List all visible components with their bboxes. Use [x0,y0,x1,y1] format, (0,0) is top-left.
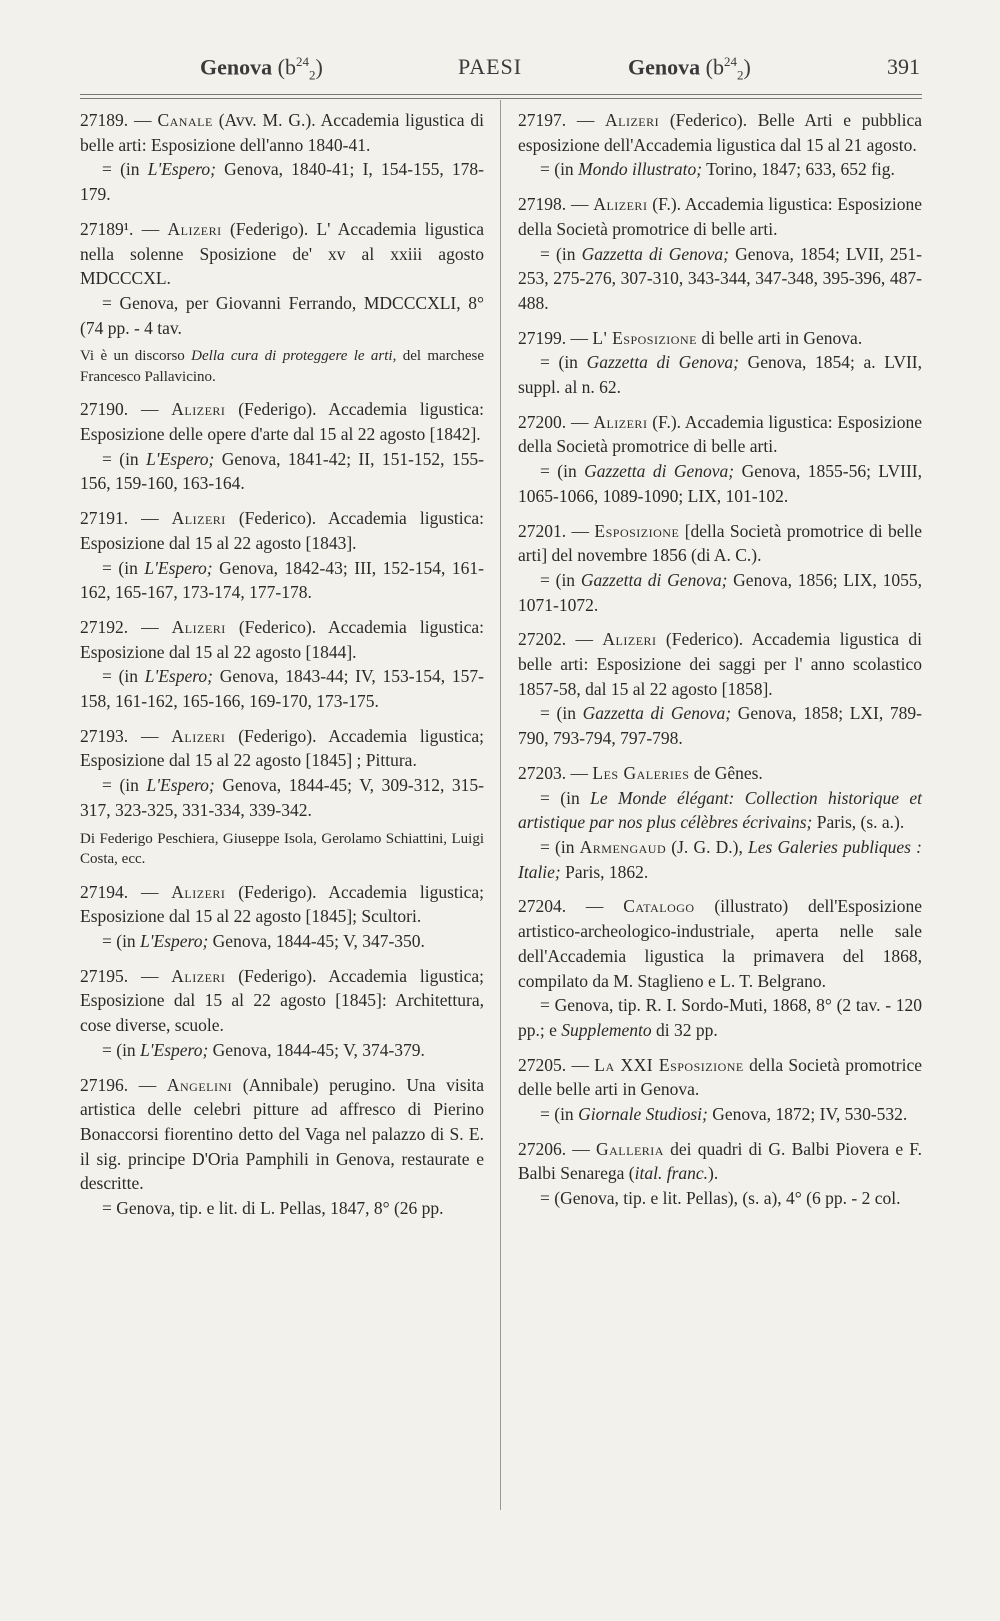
publication-details: Genova, 1855-56; LVIII, 1065-1066, 1089-1090; LIX, 101-102. [518,461,922,506]
entry-number: 27194. [80,881,129,902]
bibliography-entry [518,326,922,400]
entry-publication [80,664,484,713]
entry-title: (Federigo). L' Accademia ligustica nella solenne Sposizione de' xv al xxiii agosto MDCCCXL. [80,218,485,289]
entry-author: Galleria [596,1138,664,1159]
publication-details: Paris, 1862. [560,861,649,882]
entry-title: (Avv. M. G.). Accademia ligustica di belle arti: Esposizione dell'anno 1840-41. [80,110,485,155]
entry-number: 27189¹. [80,218,134,239]
publication-prefix: = (in [102,557,145,578]
publication-journal: L'Espero; [140,1039,209,1060]
entry-number: 27192. [80,616,129,637]
entry-title-line: 27198. — Alizeri (F.). Accademia ligustica: Esposizione della Società promotrice di belle arti. [518,194,922,239]
publication-journal: L'Espero; [140,930,209,951]
bibliography-entry [518,108,922,182]
entry-title: (Annibale) perugino. Una visita artistica delle celebri pitture ad affresco di Pierino Bonaccorsi fiorentino detto del Vaga nel palazzo di S. E. il sig. principe D'Oria Pamphili in Genova, restaurate e descritte. [80,1074,485,1194]
publication-details: MDCCCXLI, 8° (74 pp. - 4 tav. [80,292,484,338]
entry-publication [80,773,484,822]
entry-title-close: ). [708,1163,719,1184]
entry-author: Alizeri [602,629,657,650]
publication-details: Genova, 1854; LVII, 251-253, 275-276, 307-310, 343-344, 347-348, 395-396, 487-488. [518,243,922,313]
publication-details: Genova, 1872; IV, 530-532. [707,1104,908,1125]
publication-journal: Les Galeries publiques : Italie; [518,836,922,882]
bibliography-entry [80,964,484,1063]
publication-prefix: = (in [540,352,587,373]
bibliography-entry [80,397,484,496]
bibliography-entry [80,880,484,954]
header-right-title: Genova $(b^{24}_2)$ [628,54,751,83]
publication-prefix: = (in [540,1104,579,1125]
entry-author: Esposizione [594,520,680,541]
entry-publication [80,1196,484,1221]
publication-journal: L'Espero; [144,557,213,578]
publication-details: Genova, 1858; LXI, 789-790, 793-794, 797-798. [518,703,922,749]
publication-details: di 32 pp. [651,1019,718,1040]
entry-author: Alizeri [171,616,226,637]
entry-author: Les Galeries [592,762,690,783]
publication-prefix: = Genova, per Giovanni Ferrando, [102,292,364,313]
entry-publication [80,1038,484,1063]
entry-author: Alizeri [593,194,648,215]
entry-title: (Federigo). Accademia ligustica; Esposizione dal 15 al 22 agosto [1845] ; Pittura. [80,725,484,771]
bibliography-entry [80,724,484,823]
entry-title-line: 27192. — Alizeri (Federico). Accademia ligustica: Esposizione dal 15 al 22 agosto [1844]. [80,616,484,662]
entry-author: Alizeri [171,965,226,986]
publication-journal: Le Monde élégant: Collection historique et artistique par nos plus célèbres écrivains; [518,787,922,833]
entry-title: (Federigo). Accademia ligustica; Esposizione dal 15 al 22 agosto [1845]: Architettura, cose diverse, scuole. [80,965,484,1036]
publication-journal: Supplemento [561,1019,652,1040]
entry-title: (Federico). Accademia ligustica: Esposizione dal 15 al 22 agosto [1844]. [80,616,484,662]
publication-prefix: = (in [540,569,581,590]
entry-publication [518,1102,922,1127]
publication-details: Genova, 1843-44; IV, 153-154, 157-158, 161-162, 165-166, 169-170, 173-175. [80,666,484,712]
entry-title: (Federico). Belle Arti e pubblica esposizione dell'Accademia ligustica dal 15 al 21 agosto. [518,110,922,155]
entry-title-line: 27204. — Catalogo (illustrato) dell'Esposizione artistico-archeologico-industriale, aperta nelle sale dell'Accademia ligustica la primavera del 1868, compilato da M. Staglieno e L. T. Belgrano. [518,896,922,991]
publication-journal: Giornale Studiosi; [578,1104,708,1125]
publication-journal: L'Espero; [146,775,215,796]
entry-number: 27199. [518,327,567,348]
entry-title-line: 27193. — Alizeri (Federigo). Accademia ligustica; Esposizione dal 15 al 22 agosto [1845] ; Pittura. [80,725,484,771]
entry-publication [518,1186,922,1211]
entry-title: (Federigo). Accademia ligustica: Esposizione delle opere d'arte dal 15 al 22 agosto [1842]. [80,399,484,445]
entry-title-line: 27191. — Alizeri (Federico). Accademia ligustica: Esposizione dal 15 al 22 agosto [1843]. [80,508,484,553]
entry-title-line: 27205. — La XXI Esposizione della Società promotrice delle belle arti in Genova. [518,1054,923,1100]
entry-publication [518,157,922,182]
note-text-rest: del marchese Francesco Pallavicino. [80,348,484,385]
publication-prefix: = Genova, tip. R. I. Sordo-Muti, 1868, 8° (2 tav. - 120 pp.; e [518,995,922,1040]
publication-details: Genova, 1844-45; V, 347-350. [208,930,425,951]
publication-journal: L'Espero; [146,448,215,469]
entry-number: 27203. [518,762,567,783]
column-divider [500,100,501,1510]
publication-details: Genova, 1841-42; II, 151-152, 155-156, 159-160, 163-164. [80,448,484,494]
entry-title-line: 27190. — Alizeri (Federigo). Accademia ligustica: Esposizione delle opere d'arte dal 15 al 22 agosto [1842]. [80,399,484,445]
entry-publication [80,447,484,496]
page-number: 391 [887,54,920,79]
bibliography-entry [518,192,922,316]
entry-title-line: 27203. — Les Galeries de Gênes. [518,762,763,783]
header-left-title: Genova $(b^{24}_2)$ [200,54,323,83]
bibliography-entry [518,761,922,885]
publication-prefix: = (in [102,930,141,951]
entry-title: (F.). Accademia ligustica: Esposizione della Società promotrice di belle arti. [518,411,922,457]
entry-title-italic: ital. franc. [634,1163,709,1184]
bibliography-entry [518,894,922,1042]
publication-author-initials: (J. G. D.), [666,836,749,857]
publication-prefix: = (in [540,787,591,808]
publication-prefix: = Genova, tip. e lit. di L. Pellas, 1847, 8° (26 pp. [102,1198,444,1219]
entry-title-line: 27201. — Esposizione [della Società promotrice di belle arti] del novembre 1856 (di A. C.). [518,520,923,566]
entry-publication [80,157,484,206]
right-column [518,108,922,1221]
publication-details: Genova, 1854; a. LVII, suppl. al n. 62. [518,352,922,398]
publication-prefix: = (in [102,775,147,796]
bibliography-entry [80,1073,484,1221]
entry-title-line: 27195. — Alizeri (Federigo). Accademia ligustica; Esposizione dal 15 al 22 agosto [1845]: Architettura, cose diverse, scuole. [80,965,484,1036]
note-italic-text: Della cura di proteggere le arti, [191,348,397,365]
entry-author: Alizeri [171,881,226,902]
left-column [80,108,484,1231]
entry-title-line: 27200. — Alizeri (F.). Accademia ligustica: Esposizione della Società promotrice di belle arti. [518,411,922,457]
entry-note [80,346,484,387]
publication-prefix: = (in [540,159,579,180]
note-text: Di Federigo Peschiera, Giuseppe Isola, Gerolamo Schiattini, Luigi Costa, ecc. [80,830,484,868]
entry-publication [80,291,484,340]
entry-title-line: 27189. — Canale (Avv. M. G.). Accademia ligustica di belle arti: Esposizione dell'anno 1840-41. [80,110,485,155]
entry-number: 27195. [80,965,129,986]
publication-journal: Gazzetta di Genova; [581,243,729,264]
entry-publication [518,568,922,617]
entry-publication [80,556,484,605]
bibliography-entry [80,615,484,714]
entry-publication [518,242,922,316]
publication-prefix: = (in [102,448,147,469]
entry-title: [della Società promotrice di belle arti] del novembre 1856 (di A. C.). [518,520,923,566]
entry-publication [518,459,922,508]
entry-number: 27197. [518,110,567,130]
publication-prefix: = (in [102,159,148,180]
publication-prefix: = (in [540,461,585,482]
bibliography-entry [80,108,484,207]
note-text: Vi è un discorso [80,348,192,365]
entry-number: 27189. [80,110,129,130]
entry-title-line: 27199. — L' Esposizione di belle arti in Genova. [518,327,863,348]
entry-author: Alizeri [167,218,222,239]
entry-title: (illustrato) dell'Esposizione artistico-archeologico-industriale, aperta nelle sale dell'Accademia ligustica la primavera del 1868, compilato da M. Staglieno e L. T. Belgrano. [518,896,922,991]
entry-author: La XXI Esposizione [594,1054,744,1075]
entry-publication [518,701,922,750]
entry-title: dei quadri di G. Balbi Piovera e F. Balbi Senarega ( [518,1138,922,1184]
entry-author: L' Esposizione [592,327,697,348]
bibliography-entry [518,410,922,509]
entry-publication [518,786,922,835]
entry-title: (Federigo). Accademia ligustica; Esposizione dal 15 al 22 agosto [1845]; Scultori. [80,881,484,927]
publication-journal: Gazzetta di Genova; [580,569,728,590]
entry-author: Alizeri [171,725,226,746]
publication-journal: L'Espero; [147,159,216,180]
entry-title-line: 27197. — Alizeri (Federico). Belle Arti e pubblica esposizione dell'Accademia ligustica dal 15 al 21 agosto. [518,110,922,155]
entry-title-line: 27189¹. — Alizeri (Federigo). L' Accademia ligustica nella solenne Sposizione de' xv al xxiii agosto MDCCCXL. [80,218,485,289]
entry-publication [518,993,922,1042]
entry-title: (F.). Accademia ligustica: Esposizione della Società promotrice di belle arti. [518,194,922,239]
publication-prefix: = (in [102,1039,141,1060]
running-header [200,54,920,94]
publication-prefix: = (in [102,666,145,687]
publication-prefix: = (in [540,243,582,264]
entry-title-line: 27196. — Angelini (Annibale) perugino. Una visita artistica delle celebri pitture ad affresco di Pierino Bonaccorsi fiorentino detto del Vaga nel palazzo di S. E. il sig. principe D'Oria Pamphili in Genova, restaurate e descritte. [80,1074,485,1194]
entry-author: Alizeri [171,399,226,420]
entry-publication [80,929,484,954]
entry-publication [518,350,922,399]
publication-journal: Gazzetta di Genova; [582,703,732,724]
entry-number: 27205. [518,1054,567,1075]
entry-number: 27198. [518,194,567,215]
entry-number: 27191. [80,508,129,529]
entry-title: de Gênes. [689,762,763,783]
bibliography-entry [518,627,922,751]
entry-author: Angelini [166,1074,233,1095]
entry-title: di belle arti in Genova. [696,327,863,348]
publication-journal: Gazzetta di Genova; [586,352,739,373]
publication-details: Genova, 1856; LIX, 1055, 1071-1072. [518,569,922,615]
entry-title: (Federico). Accademia ligustica di belle arti: Esposizione dei saggi per l' anno scolastico 1857-58, dal 15 al 22 agosto [1858]. [518,629,922,699]
publication-author: Armengaud [579,836,667,857]
entry-number: 27206. [518,1138,567,1159]
entry-author: Canale [157,110,213,130]
bibliography-entry [80,506,484,605]
header-rule-double [80,98,922,99]
publication-details: Genova, 1842-43; III, 152-154, 161-162, 165-167, 173-174, 177-178. [80,557,484,603]
publication-details: Torino, 1847; 633, 652 fig. [702,159,895,180]
entry-number: 27204. [518,896,567,917]
entry-author: Catalogo [623,896,695,917]
entry-author: Alizeri [605,110,660,130]
publication-details: Genova, 1844-45; V, 309-312, 315-317, 323-325, 331-334, 339-342. [80,775,484,820]
entry-author: Alizeri [593,411,648,432]
publication-journal: Gazzetta di Genova; [584,461,735,482]
entry-number: 27200. [518,411,567,432]
publication-prefix: = (in [540,703,583,724]
entry-title: (Federico). Accademia ligustica: Esposizione dal 15 al 22 agosto [1843]. [80,508,484,553]
header-rule [80,94,922,95]
header-section: PAESI [458,54,523,79]
publication-journal: L'Espero; [144,666,213,687]
publication-details: Paris, (s. a.). [812,812,905,833]
entry-number: 27201. [518,520,567,541]
entry-title: della Società promotrice delle belle arti in Genova. [518,1054,923,1100]
entry-number: 27193. [80,725,129,746]
bibliography-entry [80,217,484,341]
entry-publication-secondary [518,835,922,884]
entry-title-line: 27202. — Alizeri (Federico). Accademia ligustica di belle arti: Esposizione dei saggi per l' anno scolastico 1857-58, dal 15 al 22 agosto [1858]. [518,629,922,699]
entry-number: 27202. [518,629,567,650]
bibliography-entry [518,1053,922,1127]
entry-number: 27196. [80,1074,129,1095]
publication-journal: Mondo illustrato; [578,159,703,180]
entry-author: Alizeri [171,508,226,529]
entry-note [80,829,484,870]
publication-prefix: = (Genova, tip. e lit. Pellas), (s. a), 4° (6 pp. - 2 col. [540,1188,901,1209]
bibliography-entry [518,519,922,618]
publication-details: Genova, 1840-41; I, 154-155, 178-179. [80,159,484,205]
entry-title-line: 27194. — Alizeri (Federigo). Accademia ligustica; Esposizione dal 15 al 22 agosto [1845]; Scultori. [80,881,484,927]
entry-number: 27190. [80,399,129,420]
publication-prefix: = (in [540,836,580,857]
publication-details: Genova, 1844-45; V, 374-379. [208,1039,425,1060]
bibliography-entry [518,1137,922,1211]
entry-title-line: 27206. — Galleria dei quadri di G. Balbi Piovera e F. Balbi Senarega (ital. franc.). [518,1138,922,1184]
